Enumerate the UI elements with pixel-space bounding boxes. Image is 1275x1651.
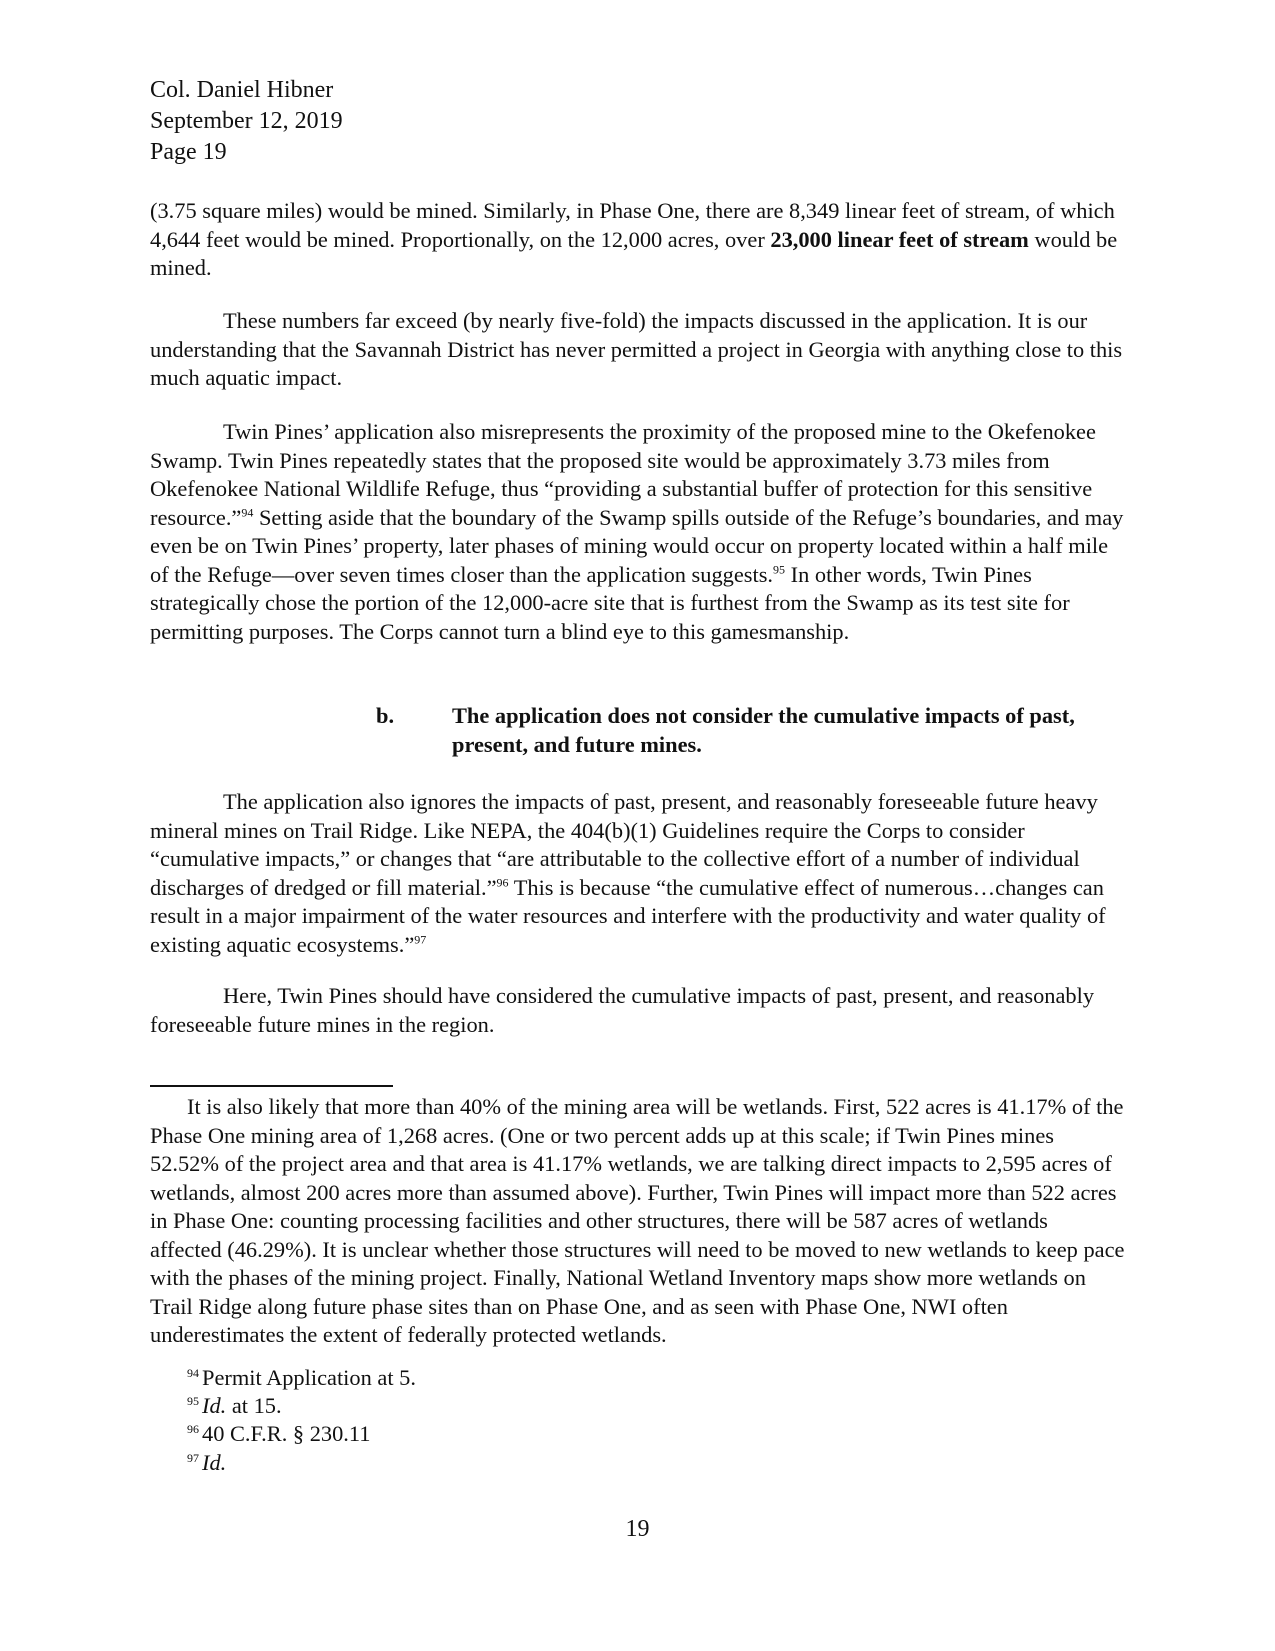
letter-date: September 12, 2019 [150,108,343,134]
paragraph-text: In other words, Twin Pines strategically chose the portion of the 12,000-acre site that is furthest from the Swamp as its test site for permitting purposes. The Corps cannot turn a blind eye to this gamesmanship. [150,561,1070,644]
paragraph-conclusion: Here, Twin Pines should have considered the cumulative impacts of past, present, and reasonably foreseeable future mines in the region. [150,983,1095,1037]
footnote-divider [150,1085,393,1087]
paragraph-text: Twin Pines’ application also misrepresents the proximity of the proposed mine to the Okefenokee Swamp. Twin Pines repeatedly states that the proposed site would be approximately 3.73 miles from Okefenokee National Wildlife Refuge, thus “providing a substantial buffer of protection for this sensitive resource.” [150,419,1096,530]
footnote-continued: It is also likely that more than 40% of the mining area will be wetlands. First, 522 acres is 41.17% of the Phase One mining area of 1,268 acres. (One or two percent adds up at this scale; if Twin Pines mines 52.52% of the project area and that area is 41.17% wetlands, we are talking direct impacts to 2,595 acres of wetlands, almost 200 acres more than assumed above). Further, Twin Pines will impact more than 522 acres in Phase One: counting processing facilities and other structures, there will be 587 acres of wetlands affected (46.29%). It is unclear whether those structures will need to be moved to new wetlands to keep pace with the phases of the mining project. Finally, National Wetland Inventory maps show more wetlands on Trail Ridge along future phase sites than on Phase One, and as seen with Phase One, NWI often underestimates the extent of federally protected wetlands. [150,1094,1125,1347]
footnote-number: 94 [187,1365,199,1380]
paragraph-text: The application also ignores the impacts of past, present, and reasonably foreseeable future heavy mineral mines on Trail Ridge. Like NEPA, the 404(b)(1) Guidelines require the Corps to consider “cumulative impacts,” or changes that “are attributable to the collective effort of a number of individual discharges of dredged or fill material.” [150,789,1098,900]
paragraph-text: (3.75 square miles) would be mined. Similarly, in Phase One, there are 8,349 linear feet of stream, of which 4,644 feet would be mined. Proportionally, on the 12,000 acres, over [150,198,1115,252]
section-letter: b. [376,703,395,728]
footnote-96 [187,1420,370,1449]
footnote-number: 97 [187,1450,199,1465]
footnote-ref-94: 94 [241,505,254,520]
bold-emphasis: 23,000 linear feet of stream [770,226,1029,252]
paragraph-text: would be mined. [150,226,1118,280]
footnote-italic: Id. [202,1450,227,1475]
footnote-text: Permit Application at 5. [202,1365,416,1390]
letter-header [150,75,1125,168]
footnote-number: 96 [187,1421,199,1436]
footnote-italic: Id. [202,1393,227,1418]
recipient-name: Col. Daniel Hibner [150,77,334,103]
section-title: The application does not consider the cumulative impacts of past, present, and future mines. [452,703,1075,757]
paragraph-five-fold: These numbers far exceed (by nearly five-fold) the impacts discussed in the application. It is our understanding that the Savannah District has never permitted a project in Georgia with anything close to this much aquatic impact. [150,308,1123,390]
paragraph-text: Setting aside that the boundary of the Swamp spills outside of the Refuge’s boundaries, and may even be on Twin Pines’ property, later phases of mining would occur on property located within a half mile of the Refuge—over seven times closer than the application suggests. [150,504,1124,587]
footnote-ref-97: 97 [414,932,427,947]
page-number: 19 [625,1516,650,1542]
footnote-ref-95: 95 [773,562,786,577]
footnote-text: at 15. [226,1393,282,1418]
paragraph-proximity [150,418,1125,646]
footnote-text: 40 C.F.R. § 230.11 [202,1421,371,1446]
footnote-95 [187,1392,282,1421]
paragraph-text: This is because “the cumulative effect of numerous…changes can result in a major impairment of the water resources and interfere with the productivity and water quality of existing aquatic ecosystems.” [150,874,1106,957]
paragraph-cumulative [150,788,1125,959]
paragraph-stream-impacts [150,197,1125,283]
footnote-94 [187,1364,416,1393]
header-page-label: Page 19 [150,139,227,165]
footnote-97 [187,1449,226,1478]
footnote-ref-96: 96 [496,875,509,890]
footnote-number: 95 [187,1393,199,1408]
